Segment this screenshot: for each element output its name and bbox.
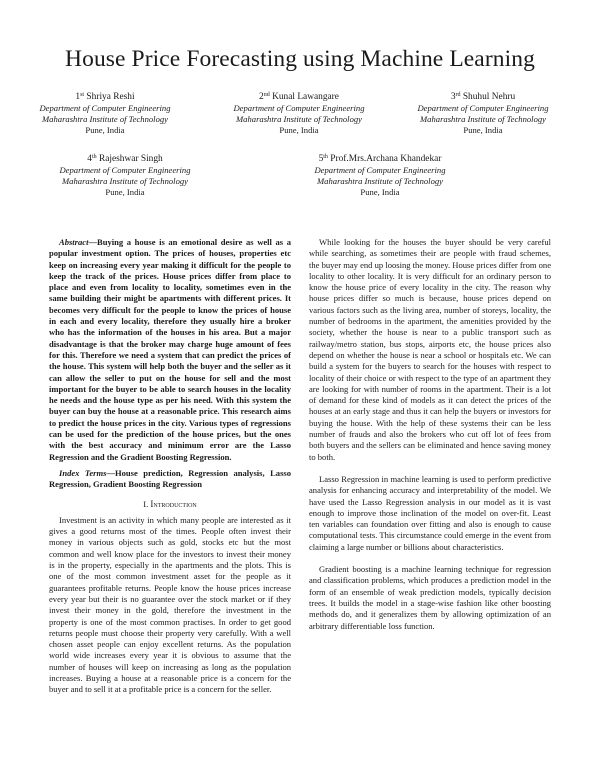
paragraph-buyer-search: While looking for the houses the buyer should be very careful while searching, as sometimes their are people with fraud schemes, the buyer may end up loosing the money. House prices differ from one locality to other locality. It is very difficult for an ordinary person to know the house price of every locality in the city. The reason why house prices differ so much is because, house prices depend on various factors such as the living area, number of storeys, locality, the number of bedrooms in the apartment, the amenities provided by the society, whether the house is near to a public transport such as railway/metro station, bus stops, airports etc, the house prices also depend on whether the house is near a school or hospitals etc. We can build a system for the buyers to search for the houses with respect to locality of their choice or with respect to the type of an apartment they are looking for with number of rooms in the apartment. Their is a lot of demand for these kind of models as it can detect the prices of the houses at an early stage and thus it can help the buyers or investors for buying the house. With the help of these systems their can be less number of frauds and also the brokers who cut off lot of fees from both buyers and the sellers can be eliminated and hence saving money to both. <box>309 237 551 462</box>
abstract: Abstract—Buying a house is an emotional desire as well as a popular investment option. The prices of houses, properties etc keep on increasing every year making it difficult for the people to keep the track of the prices. House prices differ from place to place and even from locality to locality, sometimes even in the same building their might be apartments with different prices. It becomes very difficult for the people to know the prices of house in each and every locality, therefore they usually hire a broker who has the information of the houses in his area. But a major disadvantage is that the broker may charge huge amount of fees for this. Therefore we need a system that can predict the prices of the house. This system will help both the buyer and the seller as it can allow the seller to put on the house for sell and the most important for the buyer to be able to search houses in the locality he needs and the house type as per his need. With this system the buyer can buy the house at a reasonable price. This research aims to predict the house prices in the city. Various types of regressions can be used for the prediction of the house prices, but the ones with the best accuracy and minimum error are the Lasso Regression and the Gradient Boosting Regression. <box>49 237 291 462</box>
section-heading-introduction: I. Introduction <box>143 498 197 509</box>
author-2: 2nd Kunal Lawangare Department of Computer Engineering Maharashtra Institute of Technology Pune, India <box>233 92 365 135</box>
right-column <box>309 237 551 632</box>
paragraph-gradient-boosting: Gradient boosting is a machine learning technique for regression and classification problems, which produces a prediction model in the form of an ensemble of weak prediction models, typically decision trees. It builds the model in a stage-wise fashion like other boosting methods do, and it generalizes them by allowing optimization of an arbitrary differentiable loss function. <box>309 564 551 631</box>
author-1: 1st Shriya Reshi Department of Computer Engineering Maharashtra Institute of Technology Pune, India <box>39 92 171 135</box>
author-4: 4th Rajeshwar Singh Department of Computer Engineering Maharashtra Institute of Technology Pune, India <box>59 154 191 197</box>
intro-paragraph: Investment is an activity in which many people are interested as it gives a good returns most of the times. People often invest their money in various objects such as gold, stocks etc but the most common and well know place for the investors to invest their money is in the property, especially in the apartments and the plots. This is one of the most common investment asset for the people as it guarantees profitable returns. People know the house prices increase every year but their is no guarantee over the stock market or if they invest their money in the gold, therefore the investment in the property is one of the most common practises. In order to get good returns people must choose their property very carefully. With a well chosen asset people can enjoy excellent returns. As the population world wide increases every year it is obvious to assume that the number of houses will keep on increasing as long as the population increases. Buying a house at a reasonable price is a concern for the buyer and to sell it at a profitable price is a concern for the seller. <box>49 514 291 695</box>
index-terms: Index Terms—House prediction, Regression analysis, Lasso Regression, Gradient Boosting Regression <box>49 467 291 490</box>
author-3: 3rd Shuhul Nehru Department of Computer Engineering Maharashtra Institute of Technology Pune, India <box>417 92 549 135</box>
author-5: 5th Prof.Mrs.Archana Khandekar Department of Computer Engineering Maharashtra Institute of Technology Pune, India <box>314 154 446 197</box>
paragraph-lasso: Lasso Regression in machine learning is used to perform predictive analysis for enhancing accuracy and interpretability of the model. We have used the Lasso Regression analysis in our model as it is vast enough to improve those inclination of the model on over-fit. Least ten variables can foundation over fitting and also is enough to cause computational tests. This circumstance could emerge in the event from claiming a large number or billions about characteristics. <box>309 473 551 552</box>
paper-title: House Price Forecasting using Machine Learning <box>65 46 535 72</box>
left-column <box>49 237 291 696</box>
